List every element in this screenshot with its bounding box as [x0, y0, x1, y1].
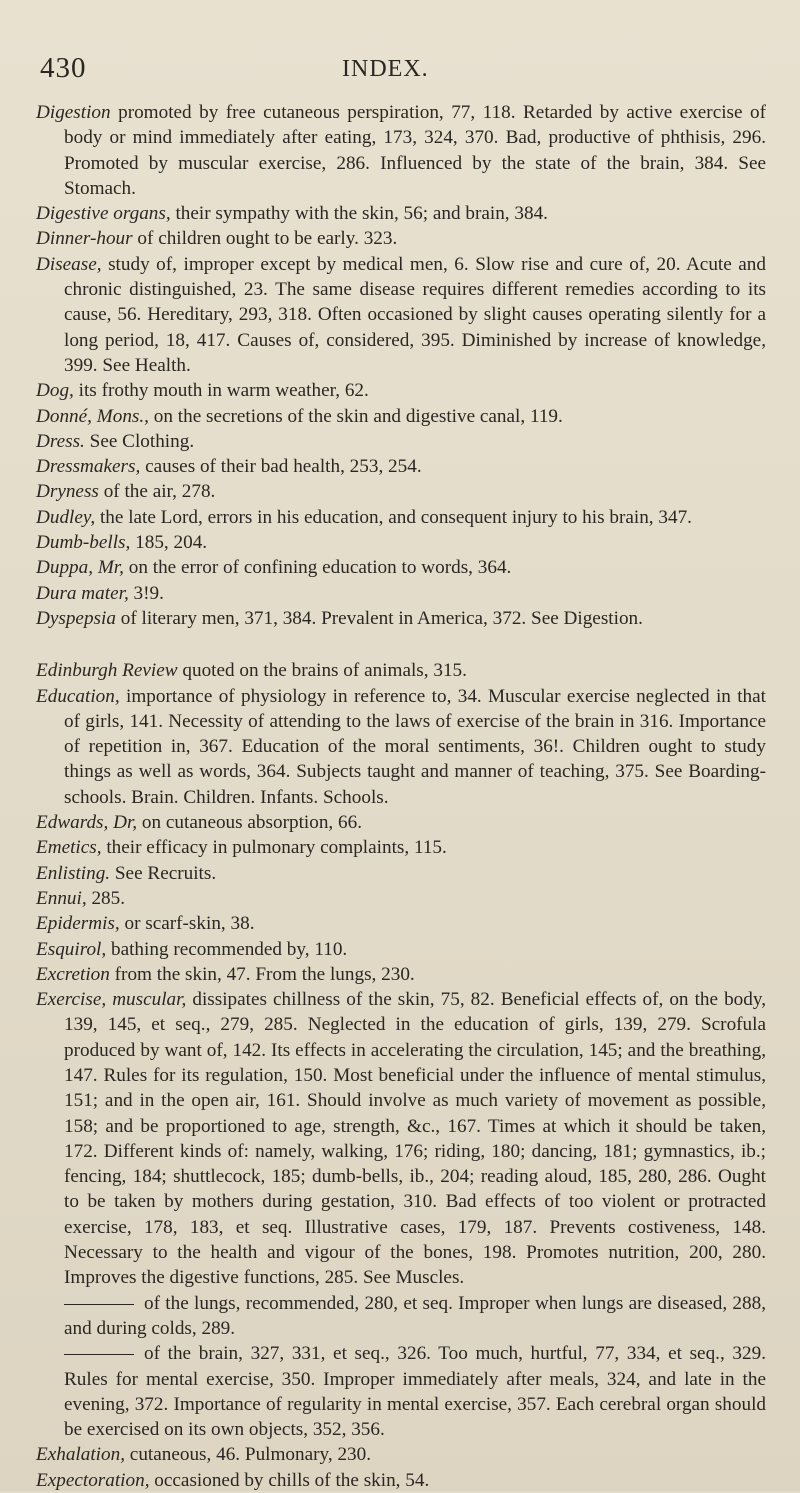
index-entry	[36, 886, 766, 911]
index-entry	[36, 505, 766, 530]
page-number: 430	[40, 52, 87, 84]
entry-heading: Duppa, Mr,	[36, 557, 124, 579]
entry-heading: Donné, Mons.,	[36, 405, 149, 427]
entry-heading: Dumb-bells,	[36, 532, 131, 554]
entry-text: of literary men, 371, 384. Prevalent in America, 372. See Digestion.	[120, 607, 643, 629]
index-subentry	[36, 1291, 766, 1342]
index-entry	[36, 378, 766, 403]
index-entry	[36, 861, 766, 886]
index-entry	[36, 530, 766, 555]
index-entry	[36, 252, 766, 378]
index-entry	[36, 835, 766, 860]
index-entry	[36, 226, 766, 251]
entry-text: See Recruits.	[114, 862, 217, 884]
index-entry	[36, 479, 766, 504]
entry-heading: Exercise, muscular,	[36, 989, 187, 1011]
ditto-dash	[64, 1354, 134, 1355]
index-entry	[36, 684, 766, 810]
entry-heading: Ennui,	[36, 887, 87, 909]
entry-heading: Exhalation,	[36, 1444, 125, 1466]
entry-text: the late Lord, errors in his education, and consequent injury to his brain, 347.	[99, 506, 692, 528]
index-entry	[36, 962, 766, 987]
index-list	[36, 100, 766, 1493]
entry-heading: Dress.	[36, 430, 85, 452]
entry-heading: Dressmakers,	[36, 456, 141, 478]
entry-heading: Enlisting.	[36, 862, 111, 884]
entry-text: 3!9.	[133, 582, 164, 604]
entry-heading: Education,	[36, 685, 120, 707]
index-entry	[36, 454, 766, 479]
entry-text: of the brain, 327, 331, et seq., 326. Too much, hurtful, 77, 334, et seq., 329. Rules for mental exercise, 350. Improper immediately after meals, 324, and late in the evening, 372. Importance of regularity in mental exercise, 357. Each cerebral organ should be exercised on its own objects, 352, 356.	[64, 1343, 766, 1441]
entry-heading: Dog,	[36, 380, 74, 402]
entry-heading: Excretion	[36, 963, 110, 985]
entry-text: on the error of confining education to words, 364.	[128, 557, 512, 579]
index-entry	[36, 404, 766, 429]
entry-heading: Edwards, Dr,	[36, 812, 138, 834]
entry-text: dissipates chillness of the skin, 75, 82. Beneficial effects of, on the body, 139, 145, et seq., 279, 285. Neglected in the education of girls, 139, 279. Scrofula produced by want of, 142. Its effects in accelerating the circulation, 145; and the breathing, 147. Rules for its regulation, 150. Most beneficial under the influence of mental stimulus, 151; and in the open air, 161. Should involve as much variety of movement as possible, 158; and be proportioned to age, strength, &c., 167. Times at which it should be taken, 172. Different kinds of: namely, walking, 176; riding, 180; dancing, 181; gymnastics, ib.; fencing, 184; shuttlecock, 185; dumb-bells, ib., 204; reading aloud, 185, 280, 286. Ought to be taken by mothers during gestation, 310. Bad effects of too violent or protracted exercise, 178, 183, et seq. Illustrative cases, 179, 187. Prevents costiveness, 148. Necessary to the health and vigour of the bones, 198. Promotes nutrition, 200, 280. Improves the digestive functions, 285. See Muscles.	[64, 989, 766, 1289]
entry-heading: Expectoration,	[36, 1469, 150, 1491]
page-header	[36, 52, 766, 100]
index-entry	[36, 1442, 766, 1467]
entry-heading: Dryness	[36, 481, 99, 503]
entry-heading: Dyspepsia	[36, 607, 116, 629]
entry-heading: Dura mater,	[36, 582, 129, 604]
entry-text: its frothy mouth in warm weather, 62.	[78, 380, 369, 402]
entry-text: 285.	[91, 887, 126, 909]
entry-heading: Esquirol,	[36, 938, 107, 960]
index-entry	[36, 1468, 766, 1493]
entry-text: on cutaneous absorption, 66.	[141, 812, 362, 834]
entry-text: of children ought to be early. 323.	[137, 228, 398, 250]
entry-heading: Disease,	[36, 253, 102, 275]
letter-section-gap	[36, 631, 766, 658]
entry-heading: Digestive organs,	[36, 203, 171, 225]
index-entry	[36, 581, 766, 606]
index-subentry	[36, 1341, 766, 1442]
entry-heading: Edinburgh Review	[36, 660, 178, 682]
index-entry	[36, 937, 766, 962]
entry-text: their sympathy with the skin, 56; and brain, 384.	[175, 203, 548, 225]
entry-heading: Dinner-hour	[36, 228, 133, 250]
running-head: INDEX.	[342, 56, 429, 82]
index-entry	[36, 555, 766, 580]
index-entry	[36, 100, 766, 201]
index-entry	[36, 911, 766, 936]
entry-heading: Epidermis,	[36, 913, 120, 935]
entry-text: their efficacy in pulmonary complaints, 115.	[106, 837, 447, 859]
entry-text: occasioned by chills of the skin, 54.	[154, 1469, 430, 1491]
entry-text: or scarf-skin, 38.	[124, 913, 255, 935]
index-entry	[36, 987, 766, 1291]
ditto-dash	[64, 1304, 134, 1305]
entry-heading: Dudley,	[36, 506, 96, 528]
entry-text: promoted by free cutaneous perspiration, 77, 118. Retarded by active exercise of body or mind immediately after eating, 173, 324, 370. Bad, productive of phthisis, 296. Promoted by muscular exercise, 286. Influenced by the state of the brain, 384. See Stomach.	[64, 102, 766, 199]
entry-heading: Digestion	[36, 102, 111, 123]
entry-text: causes of their bad health, 253, 254.	[145, 456, 422, 478]
entry-text: study of, improper except by medical men, 6. Slow rise and cure of, 20. Acute and chronic distinguished, 23. The same disease requires different remedies according to its cause, 56. Hereditary, 293, 318. Often occasioned by slight causes operating silently for a long period, 18, 417. Causes of, considered, 395. Diminished by increase of knowledge, 399. See Health.	[64, 253, 766, 376]
index-entry	[36, 429, 766, 454]
entry-heading: Emetics,	[36, 837, 102, 859]
entry-text: cutaneous, 46. Pulmonary, 230.	[129, 1444, 372, 1466]
index-entry	[36, 201, 766, 226]
entry-text: of the air, 278.	[103, 481, 216, 503]
entry-text: 185, 204.	[135, 532, 208, 554]
entry-text: on the secretions of the skin and digestive canal, 119.	[153, 405, 563, 427]
index-entry	[36, 658, 766, 683]
entry-text: See Clothing.	[89, 430, 195, 452]
entry-text: importance of physiology in reference to, 34. Muscular exercise neglected in that of girls, 141. Necessity of attending to the laws of exercise of the brain in 316. Importance of repetition in, 367. Education of the moral sentiments, 36!. Children ought to study things as well as words, 364. Subjects taught and manner of teaching, 375. See Boarding-schools. Brain. Children. Infants. Schools.	[64, 685, 766, 808]
entry-text: bathing recommended by, 110.	[110, 938, 348, 960]
entry-text: from the skin, 47. From the lungs, 230.	[114, 963, 415, 985]
entry-text: of the lungs, recommended, 280, et seq. Improper when lungs are diseased, 288, and during colds, 289.	[64, 1292, 766, 1339]
index-entry	[36, 810, 766, 835]
index-entry	[36, 606, 766, 631]
entry-text: quoted on the brains of animals, 315.	[182, 660, 467, 682]
